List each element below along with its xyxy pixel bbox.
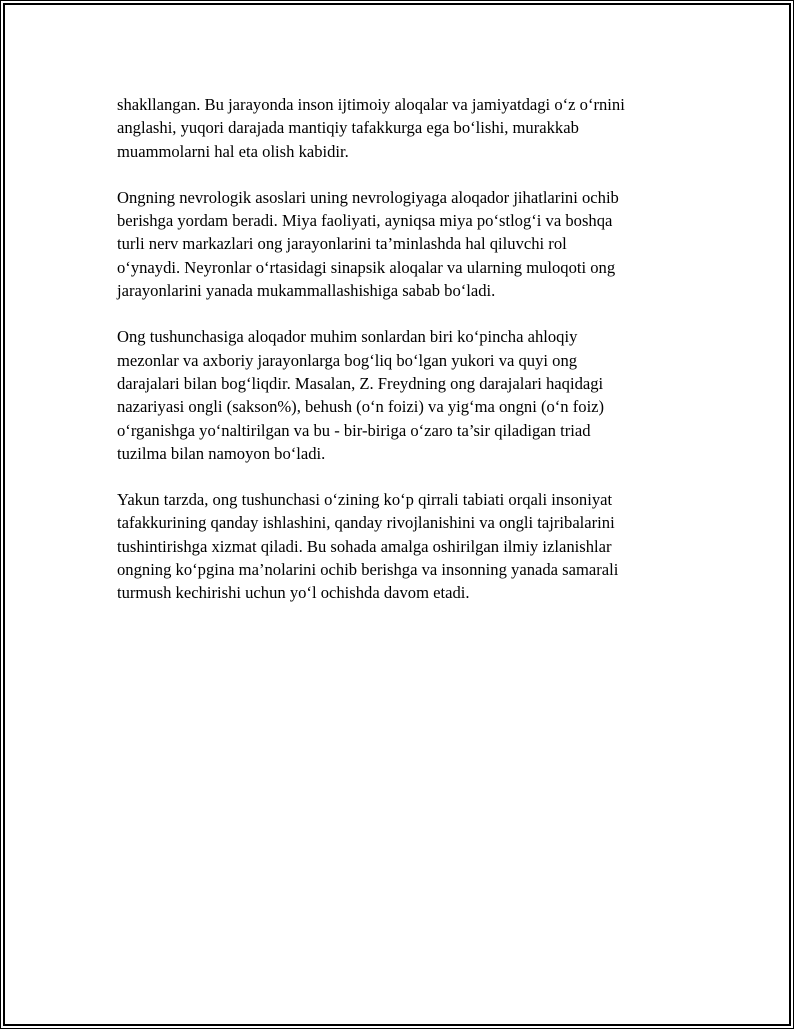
paragraph-1: shakllangan. Bu jarayonda inson ijtimoiy aloqalar va jamiyatdagi o‘z o‘rnini anglashi, yuqori darajada mantiqiy tafakkurga ega bo‘lishi, murakkab muammolarni hal eta olish kabidir. — [117, 95, 625, 161]
paragraph-4: Yakun tarzda, ong tushunchasi o‘zining ko‘p qirrali tabiati orqali insoniyat tafakkurining qanday ishlashini, qanday rivojlanishini va ongli tajribalarini tushintirishga xizmat qiladi. Bu sohada amalga oshirilgan ilmiy izlanishlar ongning ko‘pgina ma’nolarini ochib berishga va insonning yanada samarali turmush kechirishi uchun yo‘l ochishda davom etadi. — [117, 490, 619, 603]
paragraph-2: Ongning nevrologik asoslari uning nevrologiyaga aloqador jihatlarini ochib berishga yordam beradi. Miya faoliyati, ayniqsa miya po‘stlog‘i va boshqa turli nerv markazlari ong jarayonlarini ta’minlashda hal qiluvchi rol o‘ynaydi. Neyronlar o‘rtasidagi sinapsik aloqalar va ularning muloqoti ong jarayonlarini yanada mukammallashishiga sabab bo‘ladi. — [117, 187, 619, 301]
document-body — [117, 93, 707, 628]
paragraph-3: Ong tushunchasiga aloqador muhim sonlardan biri ko‘pincha ahloqiy mezonlar va axboriy jarayonlarga bog‘liq bo‘lgan yukori va quyi ong darajalari bilan bog‘liqdir. Masalan, Z. Freydning ong darajalari haqidagi nazariyasi ongli (sakson%), behush (o‘n foizi) va yig‘ma ongni (o‘n foiz) o‘rganishga yo‘naltirilgan va bu - bir-biriga o‘zaro ta’sir qiladigan triad tuzilma bilan namoyon bo‘ladi. — [117, 327, 605, 463]
